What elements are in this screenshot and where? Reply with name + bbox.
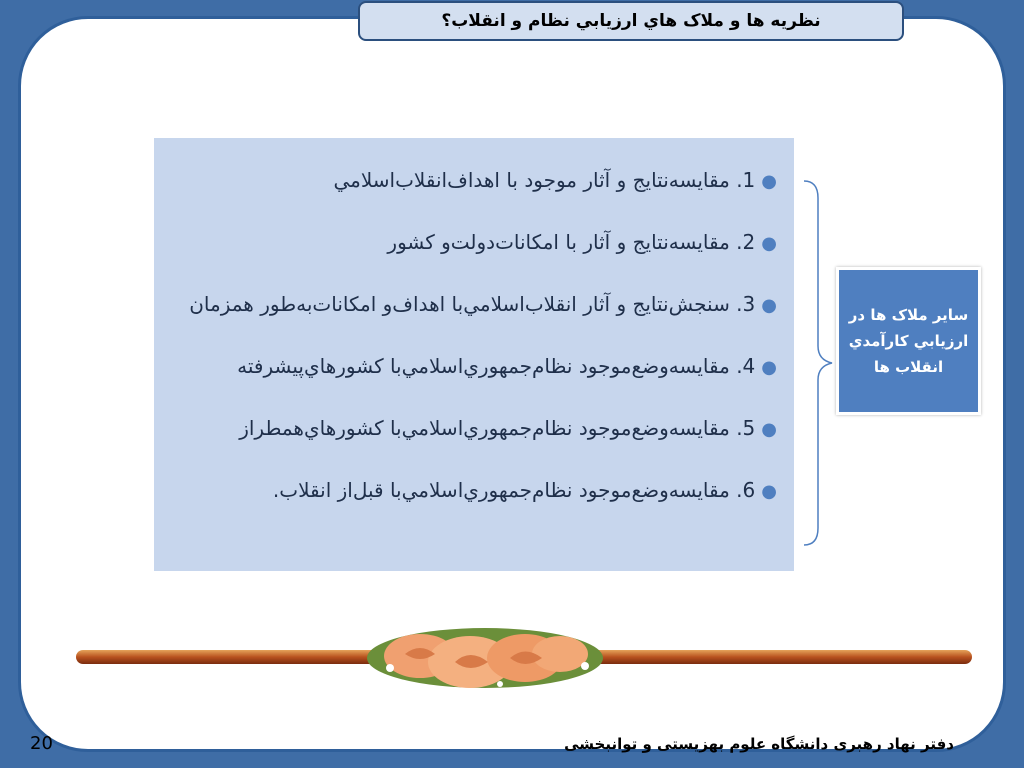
list-item — [160, 150, 785, 212]
slide-title-text: نظريه ها و ملاک هاي ارزيابي نظام و انقلاب؟ — [441, 11, 821, 31]
list-item-text: 3. سنجش‌نتايج و آثار انقلاب‌اسلامي‌با اهداف‌و امكانات‌به‌طور همزمان — [189, 292, 756, 316]
bullet-icon: ● — [761, 233, 777, 254]
list-item-text: 6. مقايسه‌وضع‌موجود نظام‌جمهوري‌اسلامي‌با قبل‌از انقلاب. — [272, 478, 756, 502]
curly-brace-icon — [802, 178, 838, 548]
bullet-icon: ● — [761, 171, 777, 192]
footer-text: دفتر نهاد رهبری دانشگاه علوم بهزیستی و توانبخشی — [564, 735, 954, 753]
page-number: 20 — [30, 733, 53, 754]
bullet-icon: ● — [761, 295, 777, 316]
list-item-text: 2. مقايسه‌نتايج و آثار با امكانات‌دولت‌و كشور — [387, 230, 756, 254]
side-label-text: ساير ملاک ها در ارزيابي كارآمدي انقلاب ها — [848, 306, 969, 376]
list-item — [160, 212, 785, 274]
side-label-box — [836, 267, 981, 415]
list-item-text: 4. مقايسه‌وضع‌موجود نظام‌جمهوري‌اسلامي‌با كشورهاي‌پيشرفته — [237, 354, 756, 378]
bullet-icon: ● — [761, 419, 777, 440]
criteria-list — [160, 150, 785, 522]
list-item — [160, 398, 785, 460]
list-item-text: 1. مقايسه‌نتايج و آثار موجود با اهداف‌انقلاب‌اسلامي — [333, 168, 756, 192]
list-item — [160, 460, 785, 522]
bullet-icon: ● — [761, 357, 777, 378]
list-item — [160, 336, 785, 398]
bullet-icon: ● — [761, 481, 777, 502]
list-item — [160, 274, 785, 336]
rose-ornament-icon — [360, 618, 610, 694]
list-item-text: 5. مقايسه‌وضع‌موجود نظام‌جمهوري‌اسلامي‌با كشورهاي‌همطراز — [239, 416, 756, 440]
slide-title — [358, 1, 904, 41]
